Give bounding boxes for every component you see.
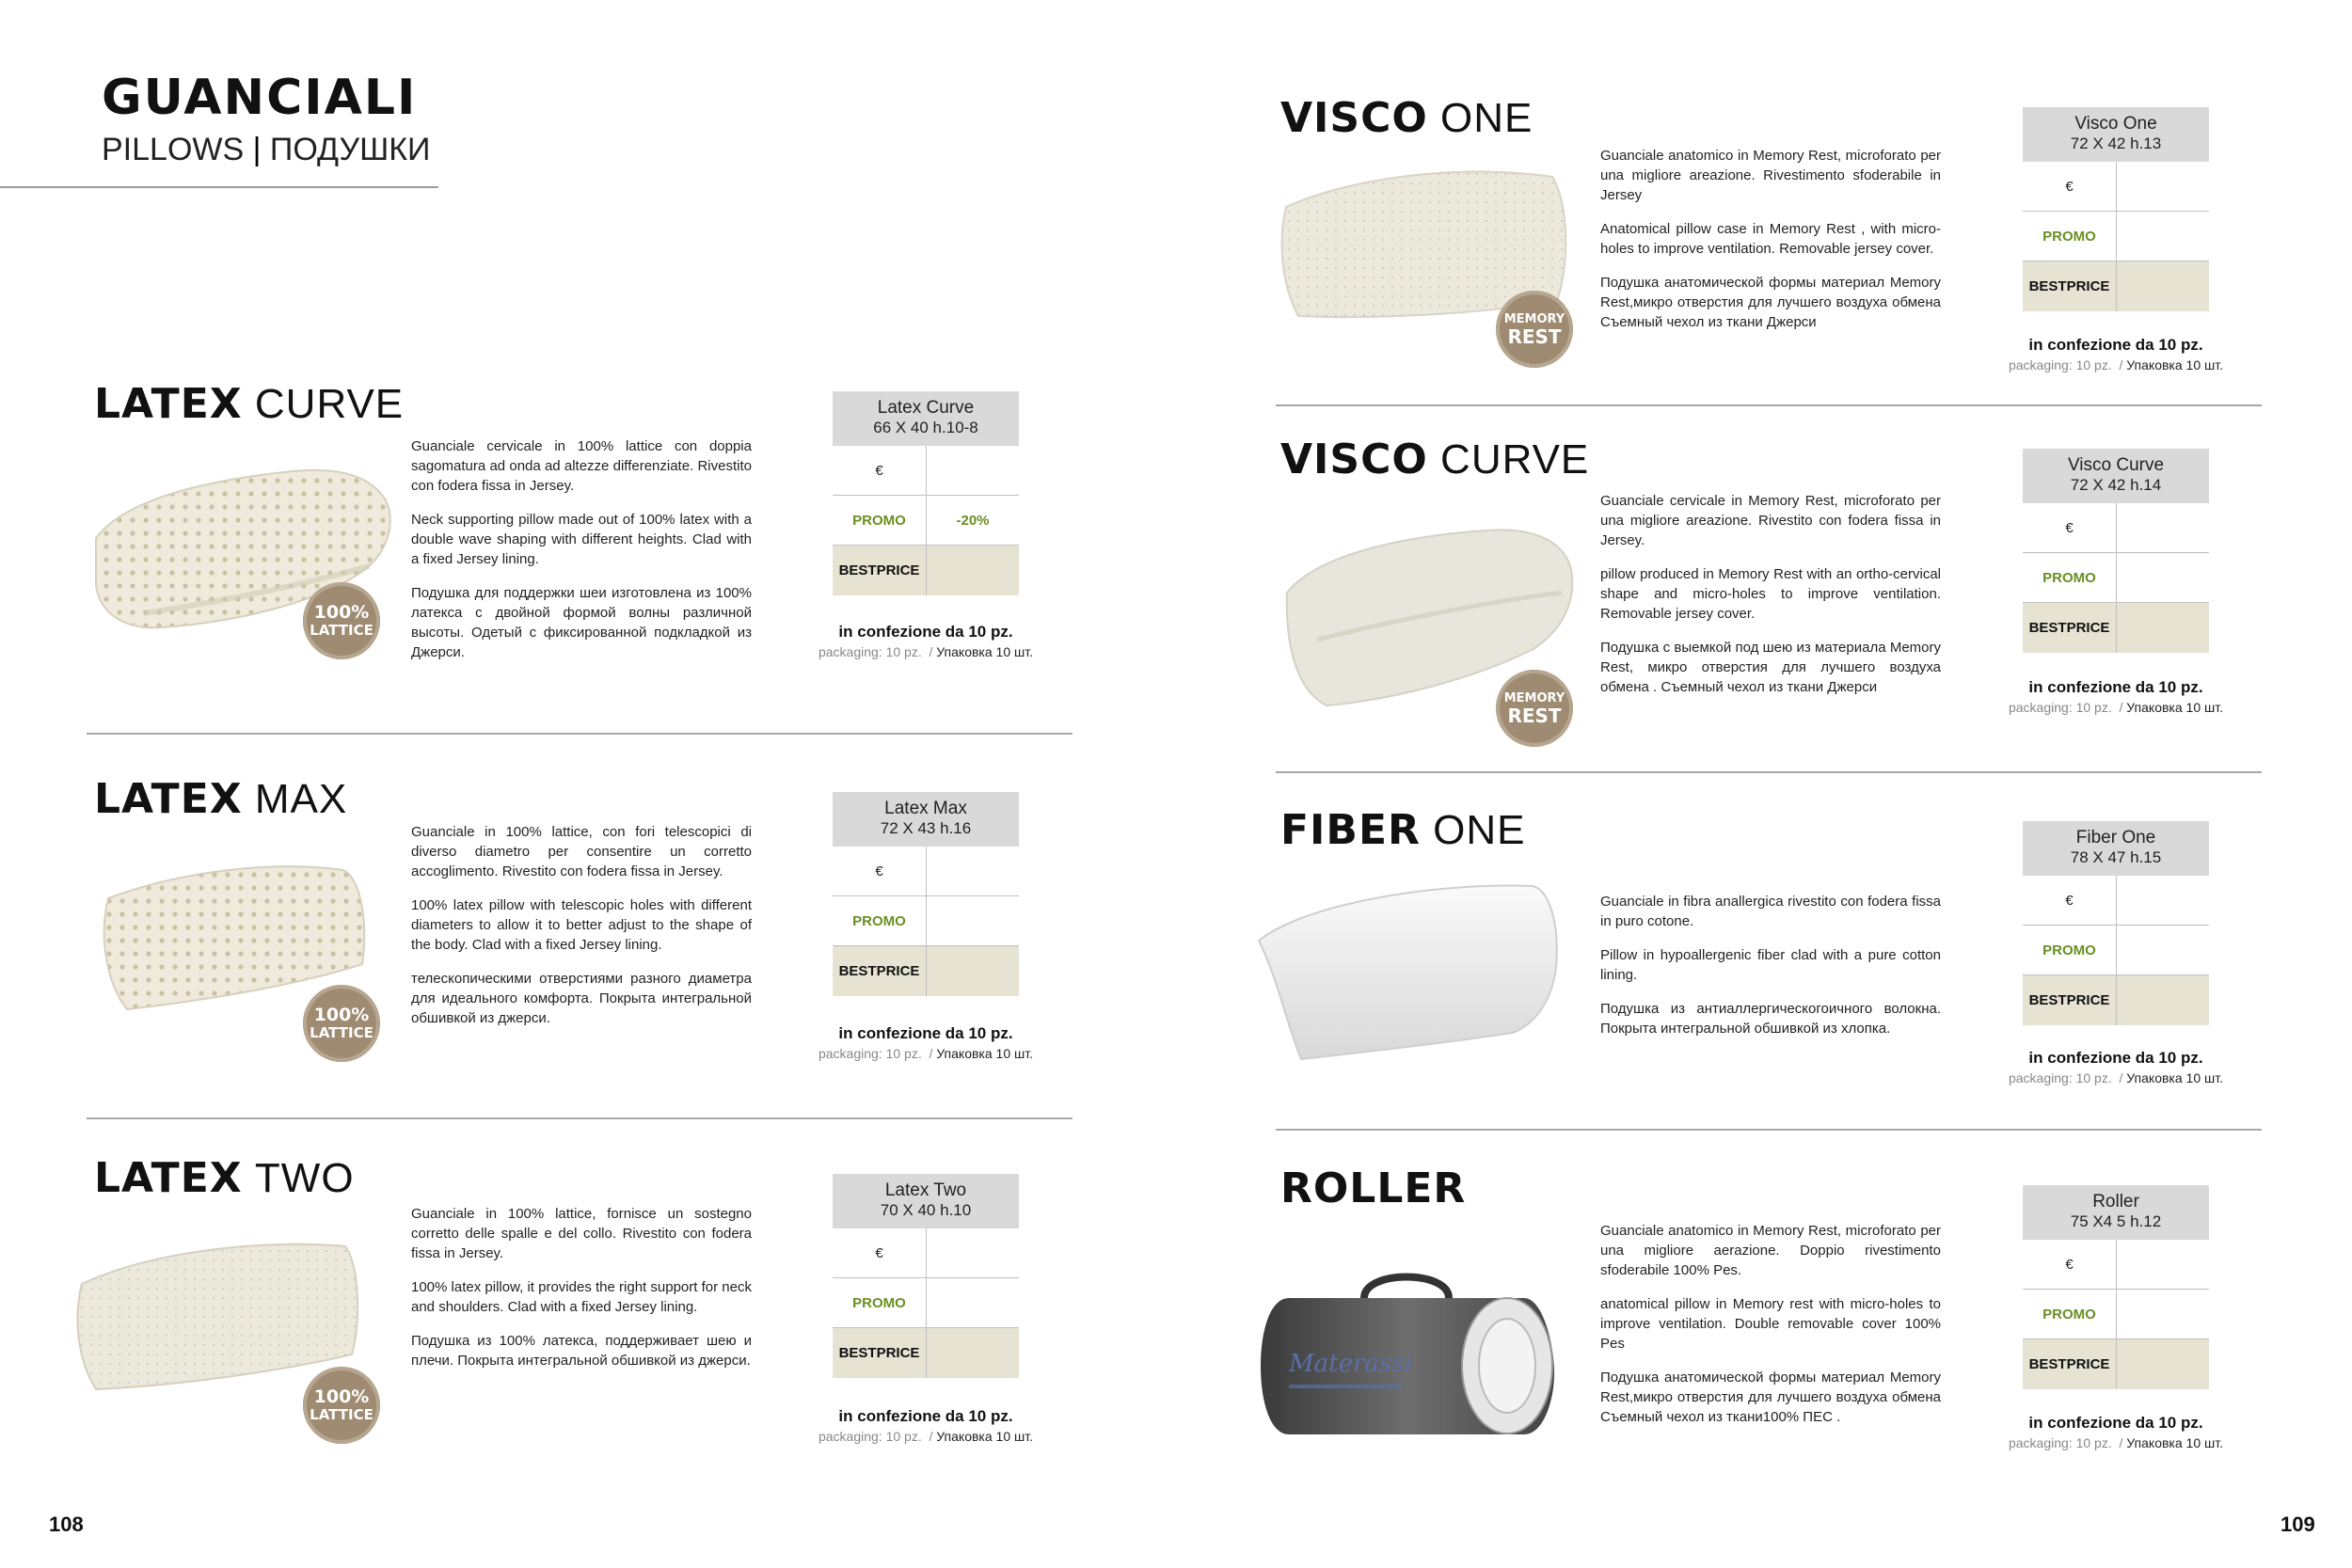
packaging-info: in confezione da 10 pz. packaging: 10 pz. / Упаковка 10 шт. xyxy=(2008,678,2223,715)
desc-ru: Подушка анатомической формы материал Memory Rest,микро отверстия для лучшего воздуха обмена Съемный чехол из ткани Джерси xyxy=(1600,275,1941,330)
product-title: VISCO CURVE xyxy=(1280,436,1590,483)
product-description xyxy=(1600,1221,1941,1441)
product-title: LATEX CURVE xyxy=(94,380,405,428)
desc-it: Guanciale cervicale in Memory Rest, microforato per una migliore areazione. Rivestito con fodera fissa in Jersey. xyxy=(1600,493,1941,548)
page-header xyxy=(102,70,430,168)
desc-en: Neck supporting pillow made out of 100% latex with a double wave shaping with different heights. Clad with a fixed Jersey lining. xyxy=(411,512,752,567)
price-table-header: Visco Curve 72 X 42 h.14 xyxy=(2023,449,2209,503)
section-divider xyxy=(1276,771,2262,773)
desc-it: Guanciale in 100% lattice, fornisce un sostegno corretto delle spalle e del collo. Rivestito con fodera fissa in Jersey. xyxy=(411,1206,752,1261)
section-divider xyxy=(87,733,1073,735)
desc-ru: Подушка из антиаллергическогоичного волокна. Покрыта интегральной обшивкой из хлопка. xyxy=(1600,1001,1941,1037)
fiber-one-pillow-image xyxy=(1249,865,1569,1063)
price-row-best: BEST PRICE xyxy=(833,546,1019,595)
desc-it: Guanciale anatomico in Memory Rest, microforato per una migliore aerazione. Doppio rivestimento sfoderabile 100% Pes. xyxy=(1600,1223,1941,1278)
header-divider xyxy=(0,186,438,188)
memory-rest-badge: MEMORY REST xyxy=(1496,291,1573,368)
desc-ru: Подушка для поддержки шеи изготовлена из 100% латекса с двойной формой волны различной высоты. Одетый с фиксированной подкладкой из Джерси. xyxy=(411,585,752,660)
product-title: VISCO ONE xyxy=(1280,94,1534,142)
catalog-title: GUANCIALI xyxy=(102,70,418,126)
price-table xyxy=(2023,1185,2209,1389)
roller-bag-image xyxy=(1261,1260,1571,1449)
desc-it: Guanciale in 100% lattice, con fori telescopici di diverso diametro per consentire un corretto accoglimento. Rivestito con fodera fissa in Jersey. xyxy=(411,824,752,879)
product-description xyxy=(411,1204,752,1385)
price-row-promo: PROMO xyxy=(2023,926,2209,975)
desc-en: 100% latex pillow with telescopic holes with different diameters to allow it to better adjust to the shape of the body. Clad with a fixed Jersey lining. xyxy=(411,897,752,953)
price-row-promo: PROMO xyxy=(2023,553,2209,603)
desc-en: Pillow in hypoallergenic fiber clad with a pure cotton lining. xyxy=(1600,947,1941,983)
price-row-best: BEST PRICE xyxy=(2023,603,2209,653)
price-row-euro: € xyxy=(2023,162,2209,212)
desc-en: pillow produced in Memory Rest with an ortho-cervical shape and micro-holes to improve ventilation. Removable jersey cover. xyxy=(1600,566,1941,622)
product-title: LATEX TWO xyxy=(94,1154,355,1202)
desc-ru: Подушка анатомической формы материал Memory Rest,микро отверстия для лучшего воздуха обмена Съемный чехол из ткани100% ПЕС . xyxy=(1600,1370,1941,1425)
product-description xyxy=(1600,491,1941,711)
subtitle-ru: ПОДУШКИ xyxy=(269,132,431,167)
page-number-right: 109 xyxy=(2280,1513,2315,1536)
packaging-info: in confezione da 10 pz. packaging: 10 pz. / Упаковка 10 шт. xyxy=(2008,1049,2223,1085)
price-table-header: Fiber One 78 X 47 h.15 xyxy=(2023,821,2209,876)
desc-ru: телескопическими отверстиями разного диаметра для идеального комфорта. Покрыта интегральной обшивкой из джерси. xyxy=(411,971,752,1026)
product-title: FIBER ONE xyxy=(1280,806,1526,854)
desc-en: anatomical pillow in Memory rest with micro-holes to improve ventilation. Double removable cover 100% Pes xyxy=(1600,1296,1941,1352)
price-row-promo: PROMO xyxy=(833,1278,1019,1328)
price-row-euro: € xyxy=(833,847,1019,896)
price-row-promo: PROMO xyxy=(833,896,1019,946)
packaging-info: in confezione da 10 pz. packaging: 10 pz. / Упаковка 10 шт. xyxy=(818,1407,1033,1444)
section-divider xyxy=(1276,404,2262,406)
price-table xyxy=(833,1174,1019,1378)
product-description xyxy=(411,822,752,1042)
product-description xyxy=(1600,892,1941,1053)
product-description xyxy=(411,436,752,676)
packaging-info: in confezione da 10 pz. packaging: 10 pz. / Упаковка 10 шт. xyxy=(818,623,1033,659)
price-table-header: Latex Max 72 X 43 h.16 xyxy=(833,792,1019,847)
price-table xyxy=(2023,449,2209,653)
price-row-best: BEST PRICE xyxy=(833,946,1019,996)
desc-en: Anatomical pillow case in Memory Rest , with micro-holes to improve ventilation. Removable jersey cover. xyxy=(1600,221,1941,257)
price-table-header: Visco One 72 X 42 h.13 xyxy=(2023,107,2209,162)
price-row-euro: € xyxy=(2023,503,2209,553)
price-row-euro: € xyxy=(833,446,1019,496)
subtitle-en: PILLOWS xyxy=(102,132,245,167)
price-row-best: BEST PRICE xyxy=(833,1328,1019,1378)
section-divider xyxy=(1276,1129,2262,1131)
catalog-subtitle xyxy=(102,132,430,168)
desc-ru: Подушка из 100% латекса, поддерживает шею и плечи. Покрыта интегральной обшивкой из джерси. xyxy=(411,1333,752,1369)
price-table xyxy=(833,792,1019,996)
desc-it: Guanciale in fibra anallergica rivestito con fodera fissa in puro cotone. xyxy=(1600,894,1941,929)
memory-rest-badge: MEMORY REST xyxy=(1496,670,1573,747)
latex-badge: 100% LATTICE xyxy=(303,985,380,1062)
bag-brand-text: Materassi xyxy=(1289,1350,1412,1378)
price-row-best: BEST PRICE xyxy=(2023,1339,2209,1389)
page-number-left: 108 xyxy=(49,1513,84,1536)
price-table xyxy=(833,391,1019,595)
price-row-euro: € xyxy=(833,1228,1019,1278)
latex-badge: 100% LATTICE xyxy=(303,1367,380,1444)
product-description xyxy=(1600,146,1941,346)
desc-en: 100% latex pillow, it provides the right support for neck and shoulders. Clad with a fixed Jersey lining. xyxy=(411,1279,752,1315)
desc-it: Guanciale cervicale in 100% lattice con doppia sagomatura ad onda ad altezze differenziate. Rivestito con fodera fissa in Jersey. xyxy=(411,438,752,494)
desc-it: Guanciale anatomico in Memory Rest, microforato per una migliore areazione. Rivestimento sfoderabile in Jersey xyxy=(1600,148,1941,203)
packaging-info: in confezione da 10 pz. packaging: 10 pz. / Упаковка 10 шт. xyxy=(2008,336,2223,372)
price-row-best: BEST PRICE xyxy=(2023,261,2209,311)
product-title: ROLLER xyxy=(1280,1164,1467,1212)
desc-ru: Подушка с выемкой под шею из материала Memory Rest, микро отверстия для лучшего воздуха обмена . Съемный чехол из ткани Джерси xyxy=(1600,640,1941,695)
price-row-best: BEST PRICE xyxy=(2023,975,2209,1025)
price-table-header: Latex Curve 66 X 40 h.10-8 xyxy=(833,391,1019,446)
price-table-header: Roller 75 X4 5 h.12 xyxy=(2023,1185,2209,1240)
packaging-info: in confezione da 10 pz. packaging: 10 pz. / Упаковка 10 шт. xyxy=(818,1024,1033,1061)
price-row-promo: PROMO xyxy=(2023,212,2209,261)
product-title: LATEX MAX xyxy=(94,775,348,823)
price-table xyxy=(2023,107,2209,311)
price-row-promo: PROMO xyxy=(2023,1290,2209,1339)
subtitle-separator: | xyxy=(252,132,262,167)
price-row-euro: € xyxy=(2023,1240,2209,1290)
section-divider xyxy=(87,1117,1073,1119)
latex-badge: 100% LATTICE xyxy=(303,582,380,659)
price-row-promo: PROMO -20% xyxy=(833,496,1019,546)
packaging-info: in confezione da 10 pz. packaging: 10 pz. / Упаковка 10 шт. xyxy=(2008,1414,2223,1450)
price-table xyxy=(2023,821,2209,1025)
price-row-euro: € xyxy=(2023,876,2209,926)
price-table-header: Latex Two 70 X 40 h.10 xyxy=(833,1174,1019,1228)
